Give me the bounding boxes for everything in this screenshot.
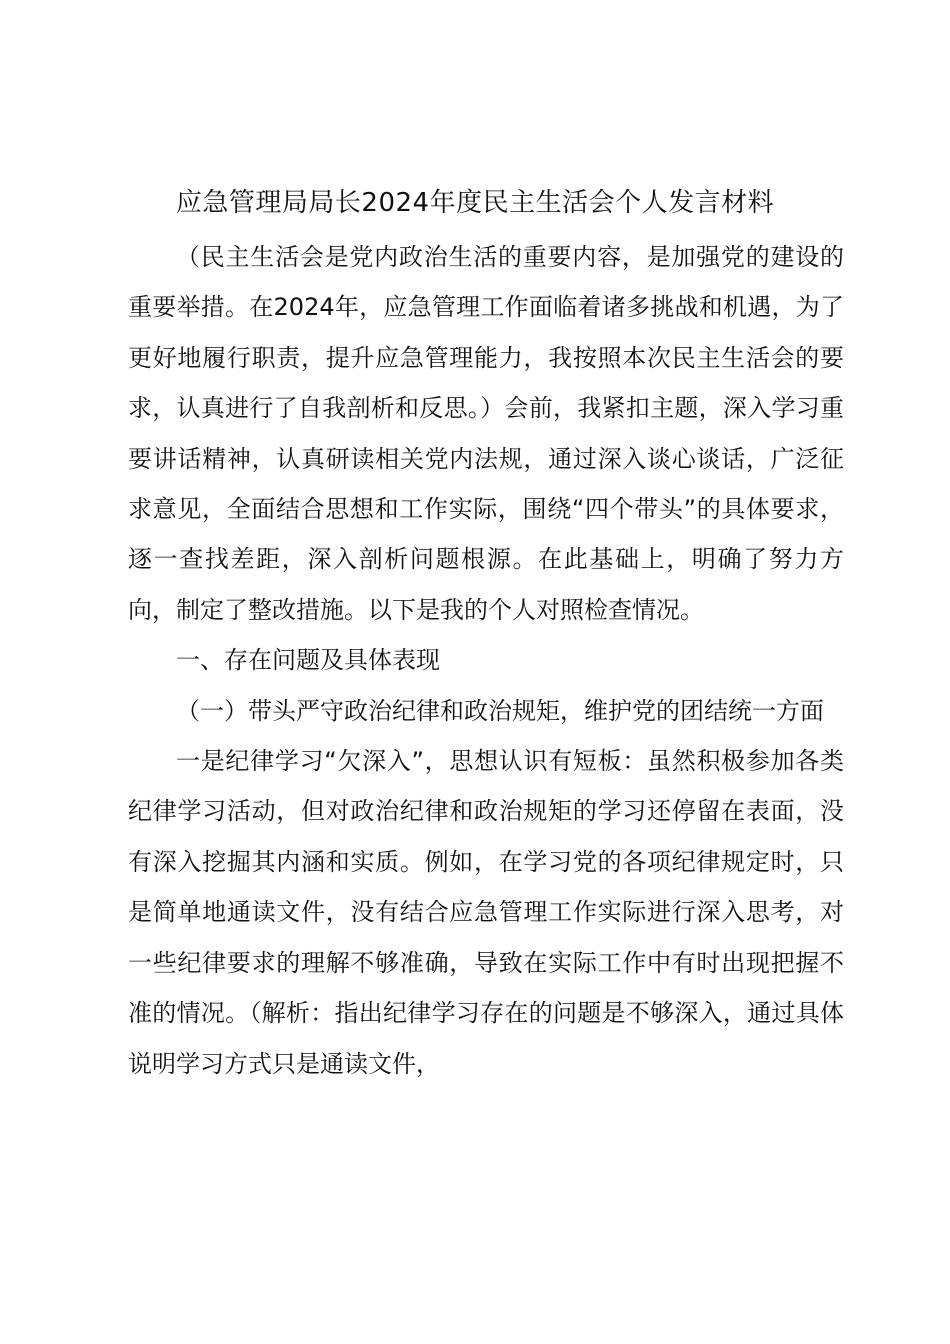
document-title: 应急管理局局长2024年度民主生活会个人发言材料: [175, 188, 775, 218]
intro-paragraph: （民主生活会是党内政治生活的重要内容，是加强党的建设的重要举措。在2024年，应急管理工作面临着诸多挑战和机遇，为了更好地履行职责，提升应急管理能力，我按照本次民主生活会的要求，认真进行了自我剖析和反思。）会前，我紧扣主题，深入学习重要讲话精神，认真研读相关党内法规，通过深入谈心谈话，广泛征求意见，全面结合思想和工作实际，围绕“四个带头”的具体要求，逐一查找差距，深入剖析问题根源。在此基础上，明确了努力方向，制定了整改措施。以下是我的个人对照检查情况。: [128, 243, 844, 624]
document-body: [128, 232, 844, 1089]
body-paragraph: 一是纪律学习“欠深入”，思想认识有短板：虽然积极参加各类纪律学习活动，但对政治纪律和政治规矩的学习还停留在表面，没有深入挖掘其内涵和实质。例如，在学习党的各项纪律规定时，只是简单地通读文件，没有结合应急管理工作实际进行深入思考，对一些纪律要求的理解不够准确，导致在实际工作中有时出现把握不准的情况。（解析：指出纪律学习存在的问题是不够深入，通过具体说明学习方式只是通读文件，: [128, 747, 844, 1078]
section-heading: 一、存在问题及具体表现: [176, 646, 440, 675]
subsection-heading: （一）带头严守政治纪律和政治规矩，维护党的团结统一方面: [176, 696, 824, 725]
